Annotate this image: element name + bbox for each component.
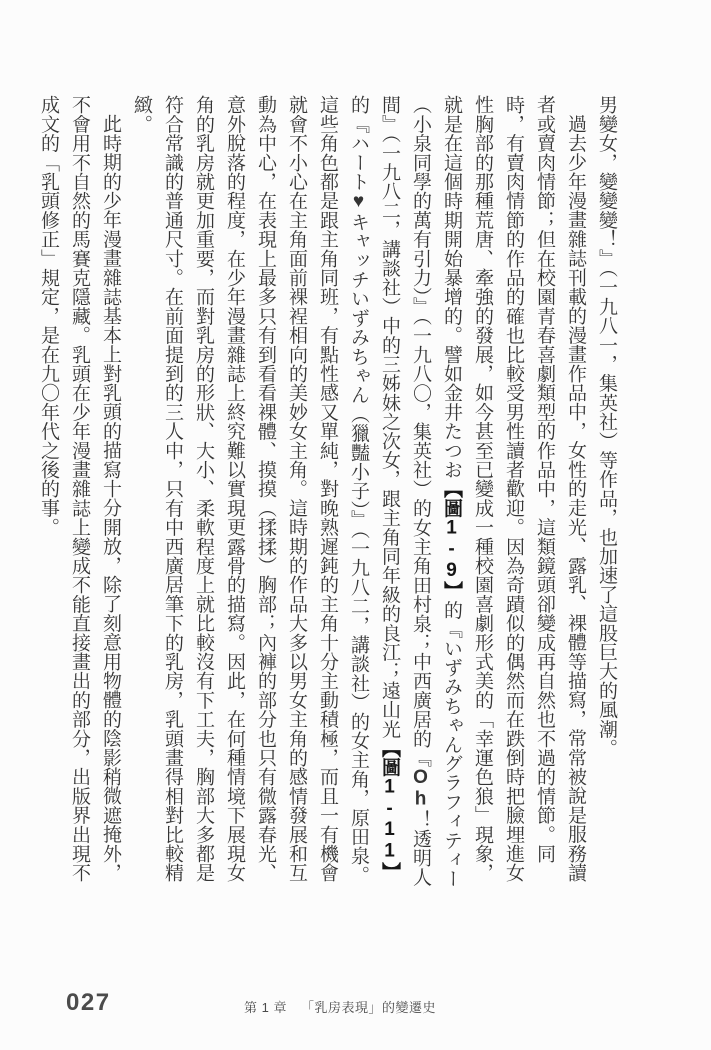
figure-reference-tag: 1-11 [379,776,400,862]
text-run: 過去少年漫畫雜誌刊載的漫畫作品中，女性的走光、露乳、裸體等描寫，常常被說是服務讀者或賣肉情節；但在校園青春喜劇類型的作品中，這類鏡頭卻變成再自然也不過的情節。同時，有賣肉情節的作品的確也比較受男性讀者歡迎。因為奇蹟似的偶然而在跌倒時把臉埋進女性胸部的那種荒唐、牽強的發展，如今甚至已變成一種校園喜劇形式美的「幸運色狼」現象，就是在這個時期開始暴增的。譬如金井たつお [441,95,586,883]
text-run: 的『ハート♥キャッチいずみちゃん（獵豔小子）』（一九八二，講談社）的女主角，原田泉。這些角色都是跟主角同班，有點性感又單純，對晚熟遲鈍的主角十分主動積極，而且一有機會就會不小心在主角面前裸裎相向的美妙女主角。這時期的作品大多以男女主角的感情發展和互動為中心，在表現上最多只有到看看裸體、摸摸（揉揉）胸部；內褲的部分也只有微露春光、意外脫落的程度，在少年漫畫雜誌上終究難以實現更露骨的描寫。因此，在何種情境下展現女角的乳房就更加重要，而對乳房的形狀、大小、柔軟程度上就比較沒有下工夫，胸部大多都是符合常識的普通尺寸。在前面提到的三人中，只有中西廣居筆下的乳房，乳頭畫得相對比較精緻。 [131,95,369,885]
figure-reference-tag: 】 [441,581,462,601]
text-run: Oh [410,767,431,810]
text-run: 的『いずみちゃんグラフィティー（小泉同學的萬有引力）』（一九八〇，集英社）的女主角田村泉；中西廣居的『 [410,95,462,889]
paragraph [33,95,126,895]
main-text-block [33,95,622,895]
chapter-label: 第 1 章 [244,1000,287,1015]
figure-reference-tag: 【圖 [379,738,400,777]
text-run: ！透明人間』（一九八二，講談社）中的三姊妹之次女，跟主角同年級的良江；遠山光 [379,95,431,887]
chapter-footer [244,997,436,1016]
figure-reference-tag: 【圖 [441,479,462,518]
chapter-title: 「乳房表現」的變遷史 [300,1000,436,1015]
text-run: 此時期的少年漫畫雜誌基本上對乳頭的描寫十分開放，除了刻意用物體的陰影稍微遮掩外，不會用不自然的馬賽克隱藏。乳頭在少年漫畫雜誌上變成不能直接畫出的部分，出版界出現不成文的「乳頭修正」規定，是在九〇年代之後的事。 [38,95,121,883]
figure-reference-tag: 】 [379,861,400,881]
page-number: 027 [66,989,111,1016]
paragraph [591,95,622,895]
paragraph [126,95,591,895]
text-run: 男變女，變變變！』（一九八一，集英社）等作品，也加速了這股巨大的風潮。 [596,95,617,758]
figure-reference-tag: 1-9 [441,517,462,582]
